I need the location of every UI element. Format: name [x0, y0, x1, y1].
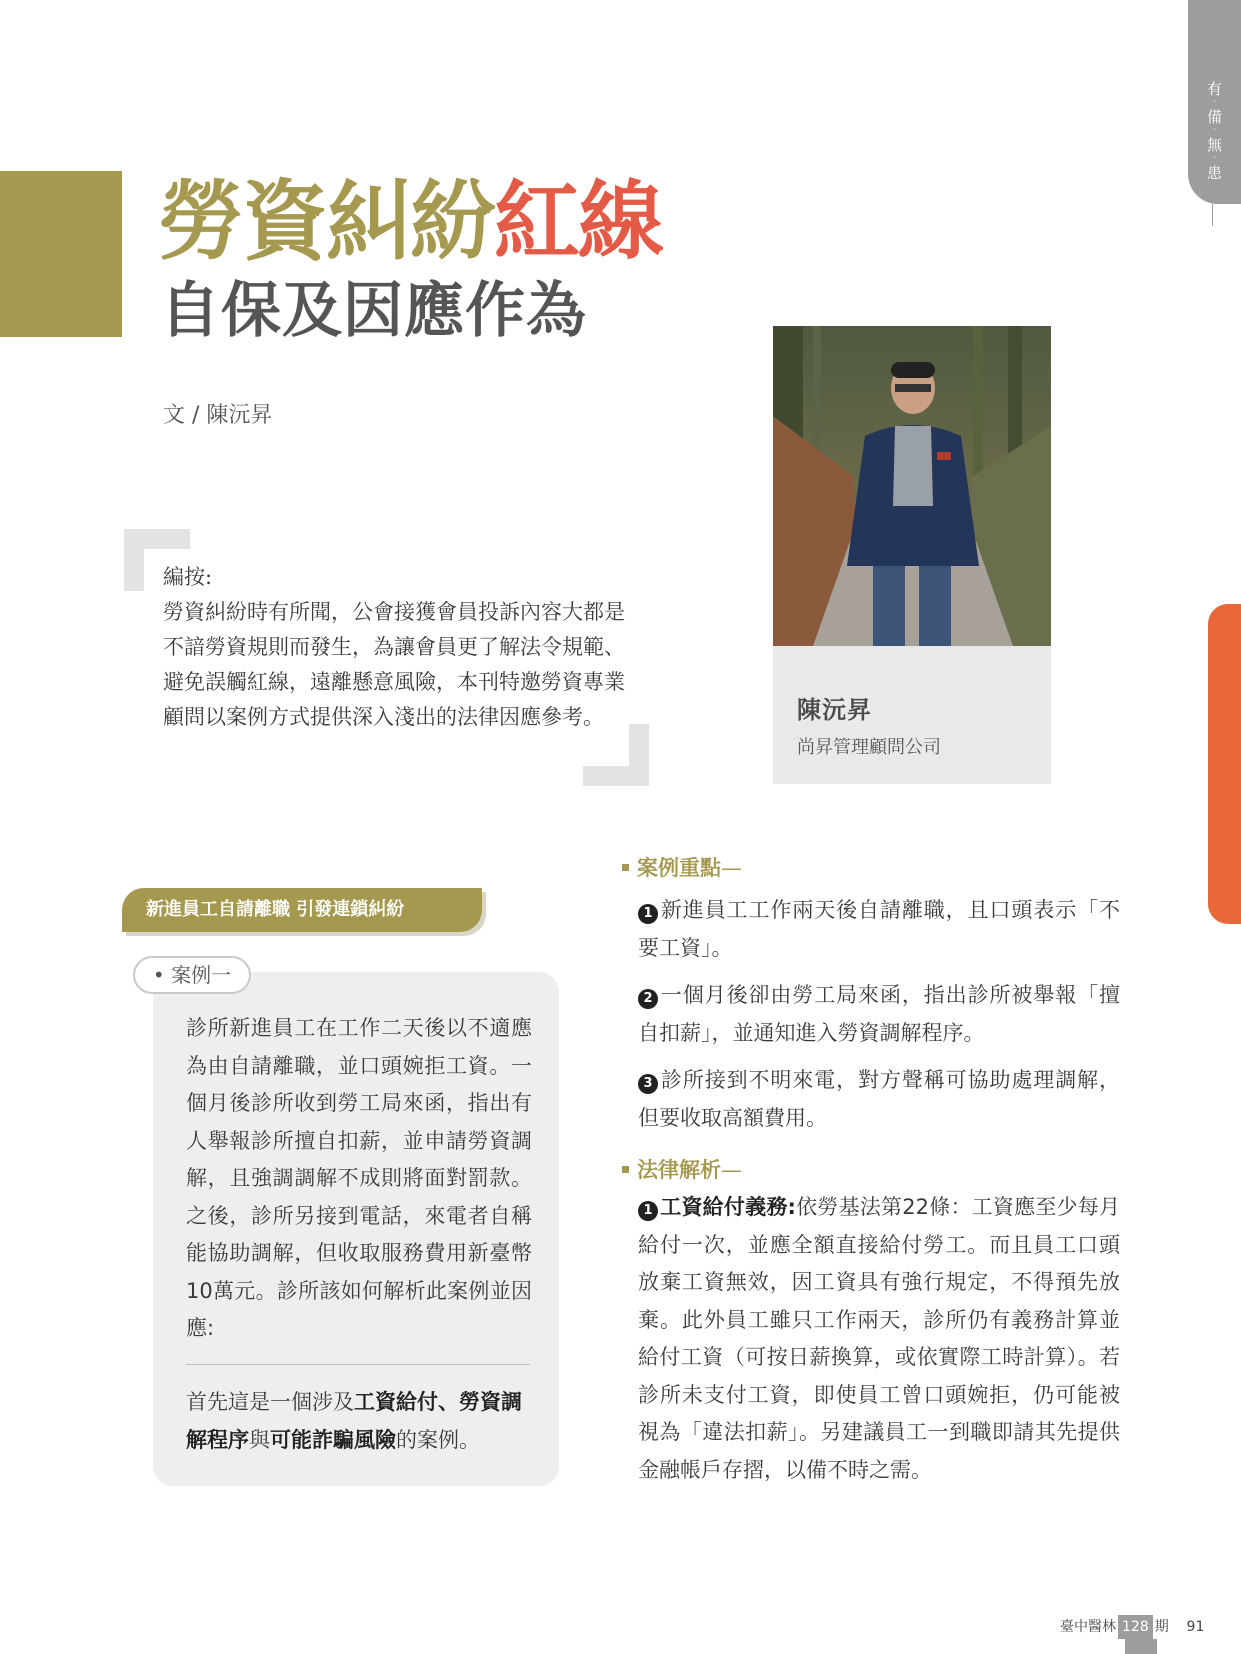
page-number: 91 — [1186, 1619, 1205, 1635]
issue-number: 128 — [1118, 1615, 1153, 1639]
key-point-item: 3 診所接到不明來電，對方聲稱可協助處理調解，但要收取高額費用。 — [638, 1068, 1120, 1130]
bullet-square-icon — [622, 1166, 629, 1173]
case-tag: • 案例一 — [133, 956, 251, 994]
orange-edge-tab — [1208, 604, 1241, 924]
legal-item: 1 工資給付義務:依勞基法第22條：工資應至少每月給付一次，並應全額直接給付勞工。而且員工口頭放棄工資無效，因工資具有強行規定，不得預先放棄。此外員工雖只工作兩天，診所仍有義務計算並給付工資（可按日薪換算，或依實際工時計算）。若診所未支付工資，即使員工曾口頭婉拒，仍可能被視為「違法扣薪」。另建議員工一到職即請其先提供金融帳戶存摺，以備不時之需。 — [638, 1195, 1120, 1482]
title-accent-bar — [0, 171, 122, 337]
section-heading: 新進員工自請離職 引發連鎖糾紛 — [122, 888, 482, 932]
key-point-item: 2 一個月後卻由勞工局來函，指出診所被舉報「擅自扣薪」，並通知進入勞資調解程序。 — [638, 983, 1120, 1045]
footer-bar — [1125, 1639, 1157, 1654]
author-byline: 文 / 陳沅昇 — [163, 403, 273, 428]
publication-name: 臺中醫林 — [1060, 1619, 1116, 1635]
section-tab-label: 有 · 備 · 無 · 患 — [1206, 80, 1222, 182]
page-subtitle: 自保及因應作為 — [160, 276, 587, 346]
profile-name: 陳沅昇 — [797, 696, 872, 724]
number-badge-icon: 2 — [638, 989, 658, 1009]
author-portrait-icon — [773, 326, 1051, 646]
case-divider — [186, 1364, 530, 1365]
title-part-2: 紅線 — [494, 171, 662, 272]
editor-note-label: 編按: — [163, 565, 213, 589]
profile-org: 尚昇管理顧問公司 — [797, 737, 941, 758]
key-points-heading: 案例重點— — [622, 852, 742, 882]
author-photo — [773, 326, 1051, 646]
number-badge-icon: 3 — [638, 1074, 658, 1094]
case-summary: 首先這是一個涉及工資給付、勞資調解程序與可能詐騙風險的案例。 — [186, 1390, 522, 1452]
title-part-1: 勞資糾紛 — [158, 171, 494, 272]
legal-heading: 法律解析— — [622, 1154, 742, 1184]
case-text: 診所新進員工在工作二天後以不適應為由自請離職，並口頭婉拒工資。一個月後診所收到勞工局來函，指出有人舉報診所擅自扣薪，並申請勞資調解，且強調調解不成則將面對罰款。之後，診所另接到電話，來電者自稱能協助調解，但收取服務費用新臺幣10萬元。診所該如何解析此案例並因應: — [186, 1016, 532, 1340]
page-footer — [1060, 1615, 1204, 1639]
tab-line — [1212, 204, 1213, 226]
number-badge-icon: 1 — [638, 904, 658, 924]
page-title — [158, 172, 662, 272]
key-point-item: 1 新進員工工作兩天後自請離職，且口頭表示「不要工資」。 — [638, 898, 1120, 960]
editor-note-text: 勞資糾紛時有所聞，公會接獲會員投訴內容大都是不諳勞資規則而發生，為讓會員更了解法令規範、避免誤觸紅線，遠離懸意風險，本刊特邀勞資專業顧問以案例方式提供深入淺出的法律因應參考。 — [163, 600, 625, 729]
number-badge-icon: 1 — [638, 1201, 658, 1221]
bullet-square-icon — [622, 864, 629, 871]
editor-note — [163, 560, 625, 735]
issue-unit: 期 — [1154, 1619, 1169, 1635]
